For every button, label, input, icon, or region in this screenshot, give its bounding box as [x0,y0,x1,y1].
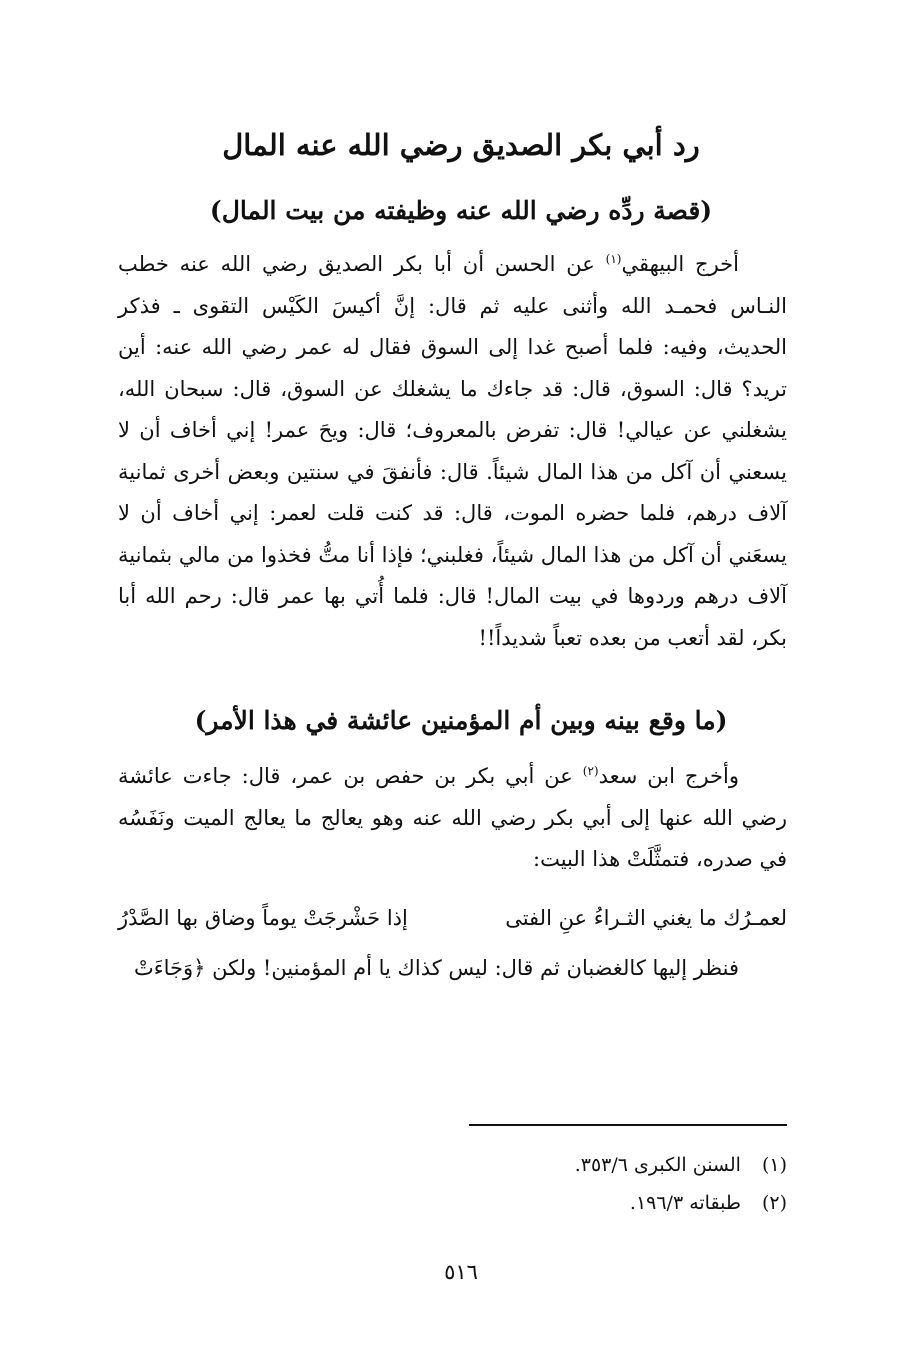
footnote-divider [469,1124,787,1126]
footnote-ref-1[interactable]: (١) [605,252,622,266]
footnote-2 [300,1184,787,1222]
footnote-text: السنن الكبرى ٣٥٣/٦. [574,1154,741,1176]
section-heading-1: (قصة ردِّه رضي الله عنه وظيفته من بيت المال) [209,196,713,225]
footnote-ref-2[interactable]: (٢) [582,764,599,778]
section-1-paragraph [118,244,787,659]
paragraph-1-lead: أخرج البيهقي [621,252,739,276]
page-title: رد أبي بكر الصديق رضي الله عنه المال [222,128,700,162]
continuation-line: فنظر إليها كالغضبان ثم قال: ليس كذاك يا أم المؤمنين! ولكن ﴿وَجَاءَتْ [133,956,739,980]
page-number: ٥١٦ [444,1260,478,1284]
footnote-number: (١) [761,1154,787,1176]
verse-second-hemistich: إذا حَشْرجَتْ يوماً وضاق بها الصَّدْرُ [118,906,408,930]
section-heading-2: (ما وقع بينه وبين أم المؤمنين عائشة في هذا الأمر) [194,706,728,735]
paragraph-2-body: عن أبي بكر بن حفص بن عمر، قال: جاءت عائشة رضي الله عنها إلى أبي بكر رضي الله عنه وهو يعالج ما يعالج الميت ونَفَسُه في صدره، فتمثَّلَتْ هذا البيت: [118,764,787,871]
section-2-paragraph [118,756,787,881]
footnote-1 [300,1146,787,1184]
footnote-number: (٢) [761,1192,787,1214]
footnotes [300,1146,787,1222]
paragraph-1-body: عن الحسن أن أبا بكر الصديق رضي الله عنه خطب النـاس فحمـد الله وأثنى عليه ثم قال: إنَّ أكيسَ الكَيْس التقوى ـ فذكر الحديث، وفيه: فلما أصبح غدا إلى السوق فقال له عمر رضي الله عنه: أين تريد؟ قال: السوق، قال: قد جاءك ما يشغلك عن السوق، قال: سبحان الله، يشغلني عن عيالي! قال: تفرض بالمعروف؛ قال: ويحَ عمر! إني أخاف أن لا يسعني أن آكل من هذا المال شيئاً. قال: فأنفقَ في سنتين وبعض أخرى ثمانية آلاف درهم، فلما حضره الموت، قال: قد كنت قلت لعمر: إني أخاف أن لا يسعَني أن آكل من هذا المال شيئاً، فغلبني؛ فإذا أنا متُّ فخذوا من مالي بثمانية آلاف درهم وردوها في بيت المال! قال: فلما أُتي بها عمر قال: رحم الله أبا بكر، لقد أتعب من بعده تعباً شديداً!! [118,252,787,650]
verse-first-hemistich: لعمـرُك ما يغني الثـراءُ عنِ الفتى [505,906,787,930]
footnote-text: طبقاته ١٩٦/٣. [629,1192,741,1214]
paragraph-2-lead: وأخرج ابن سعد [598,764,739,788]
